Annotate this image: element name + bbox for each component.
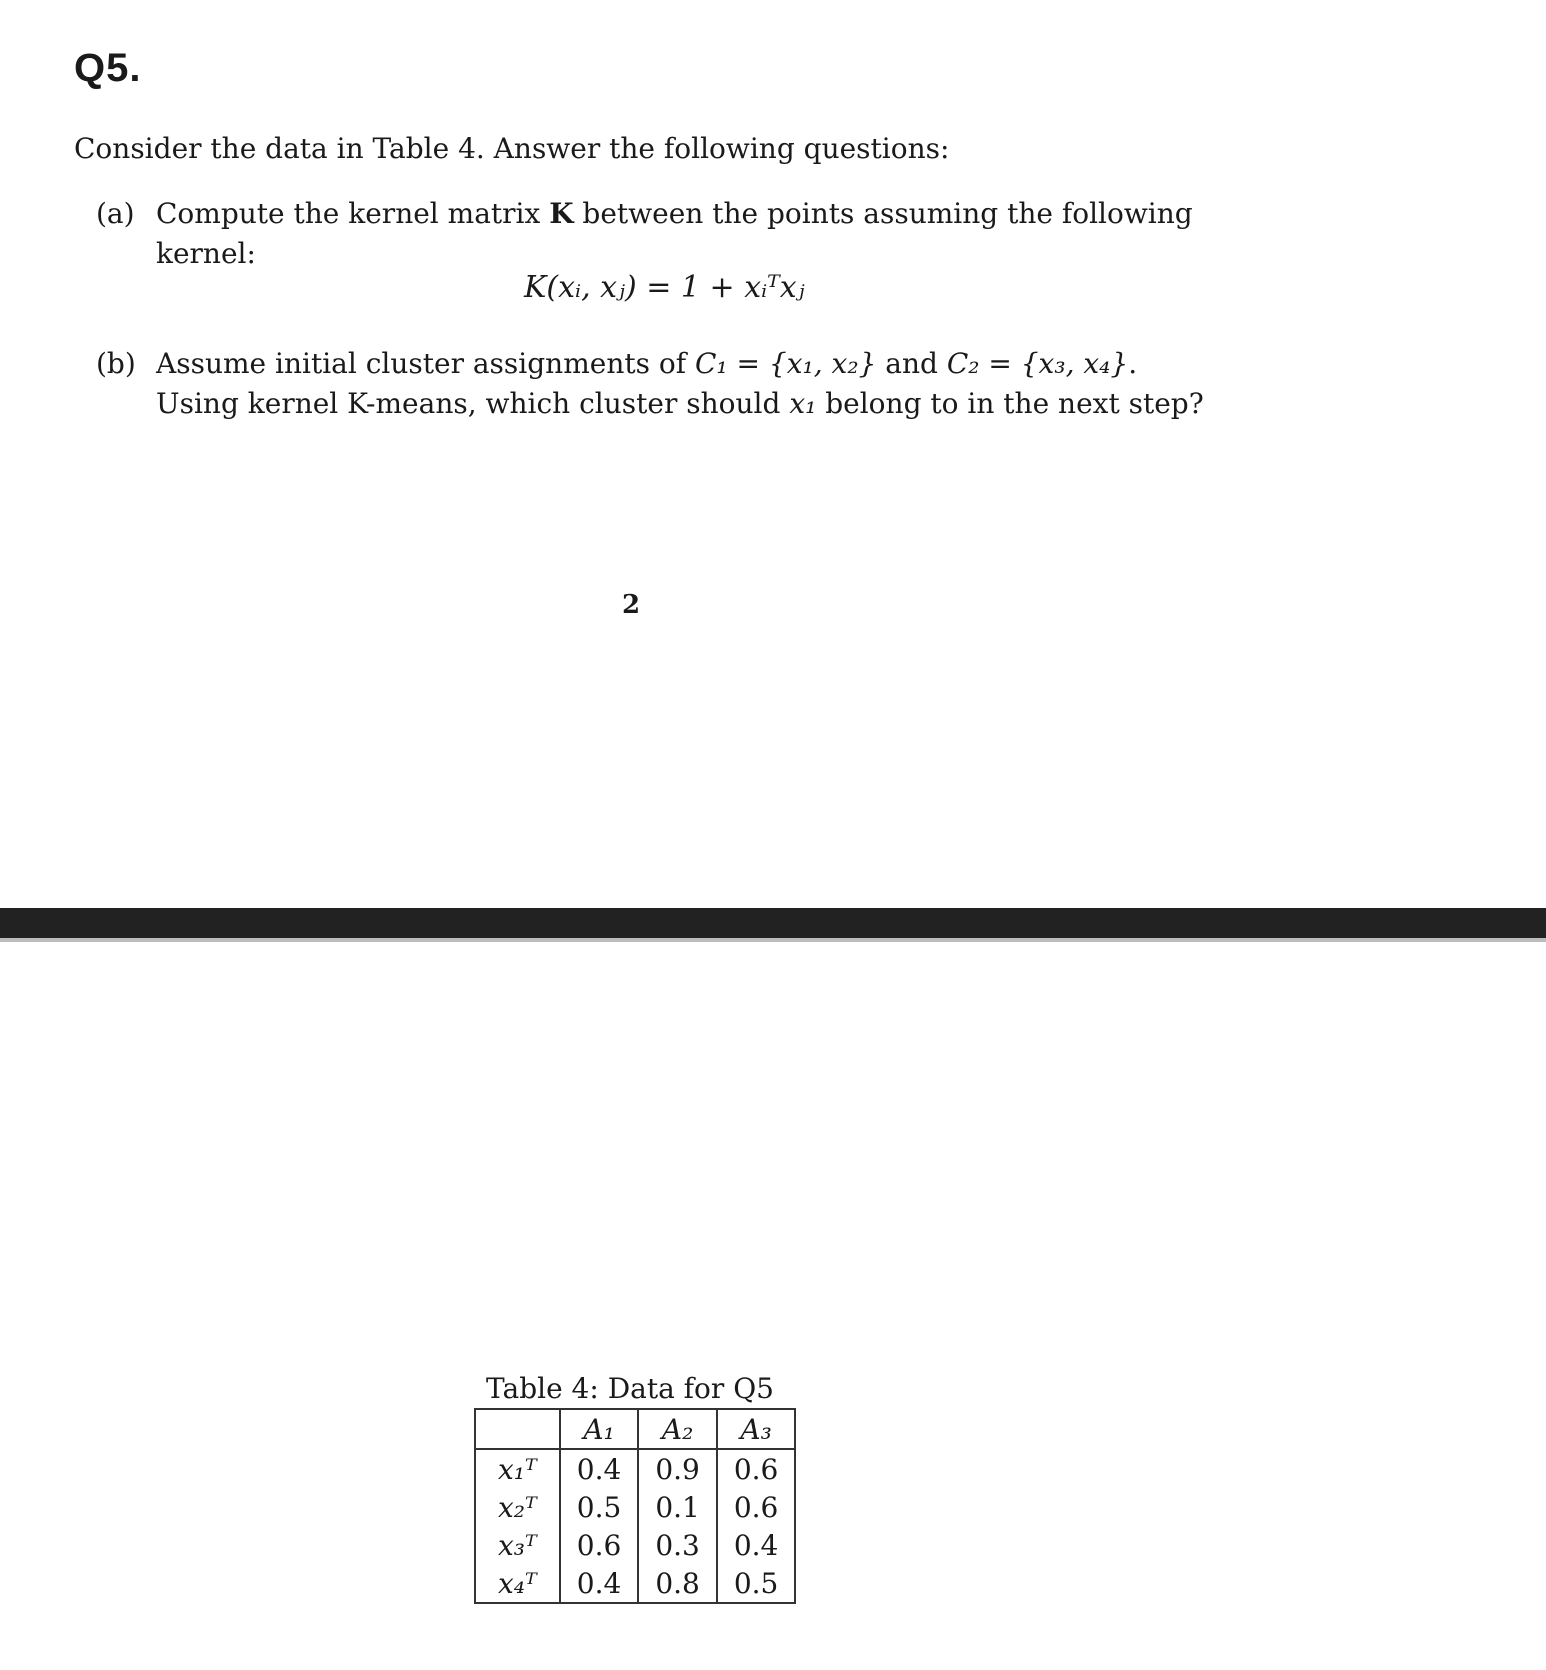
part-a-text-2: between the points assuming the following kernel: [156,197,1193,270]
table-cell: 0.1 [638,1488,717,1526]
table-row [475,1449,795,1488]
part-b-text [156,344,1216,424]
table-cell: 0.5 [717,1564,796,1603]
part-b [96,344,1216,424]
question-intro: Consider the data in Table 4. Answer the following questions: [74,132,950,165]
table-row [475,1488,795,1526]
part-a [96,194,1216,274]
part-b-and: and [876,347,947,380]
table-header-cell: A₁ [560,1409,639,1449]
part-b-text-1: Assume initial cluster assignments of [156,347,695,380]
data-table [474,1408,796,1604]
part-b-text-2: . Using kernel K-means, which cluster should [156,347,1138,420]
question-heading: Q5. [74,46,142,90]
table-cell: 0.6 [717,1449,796,1488]
row-label: x₂ᵀ [475,1488,560,1526]
kernel-formula: K(xᵢ, xⱼ) = 1 + xᵢᵀxⱼ [524,270,805,305]
cluster-c1: C₁ = {x₁, x₂} [695,347,877,380]
table-cell: 0.3 [638,1526,717,1564]
part-a-text-1: Compute the kernel matrix [156,197,550,230]
table-caption: Table 4: Data for Q5 [486,1372,774,1405]
page-divider-shadow [0,938,1546,942]
table-cell: 0.4 [717,1526,796,1564]
kernel-matrix-symbol: K [549,197,574,230]
table-cell: 0.4 [560,1449,639,1488]
table-cell: 0.9 [638,1449,717,1488]
row-label: x₃ᵀ [475,1526,560,1564]
table-cell: 0.5 [560,1488,639,1526]
part-b-text-3: belong to in the next step? [816,387,1204,420]
table-cell: 0.6 [717,1488,796,1526]
table-header-row [475,1409,795,1449]
row-label: x₄ᵀ [475,1564,560,1603]
table-header-cell [475,1409,560,1449]
part-b-label: (b) [96,347,136,380]
table-cell: 0.6 [560,1526,639,1564]
table-row [475,1526,795,1564]
table-header-cell: A₃ [717,1409,796,1449]
part-a-text [156,194,1216,274]
part-a-label: (a) [96,197,135,230]
table-cell: 0.8 [638,1564,717,1603]
page-number: 2 [622,590,641,620]
cluster-c2: C₂ = {x₃, x₄} [946,347,1129,380]
table-header-cell: A₂ [638,1409,717,1449]
page-divider [0,908,1546,938]
row-label: x₁ᵀ [475,1449,560,1488]
point-x1: x₁ [789,387,817,420]
table-cell: 0.4 [560,1564,639,1603]
table-row [475,1564,795,1603]
